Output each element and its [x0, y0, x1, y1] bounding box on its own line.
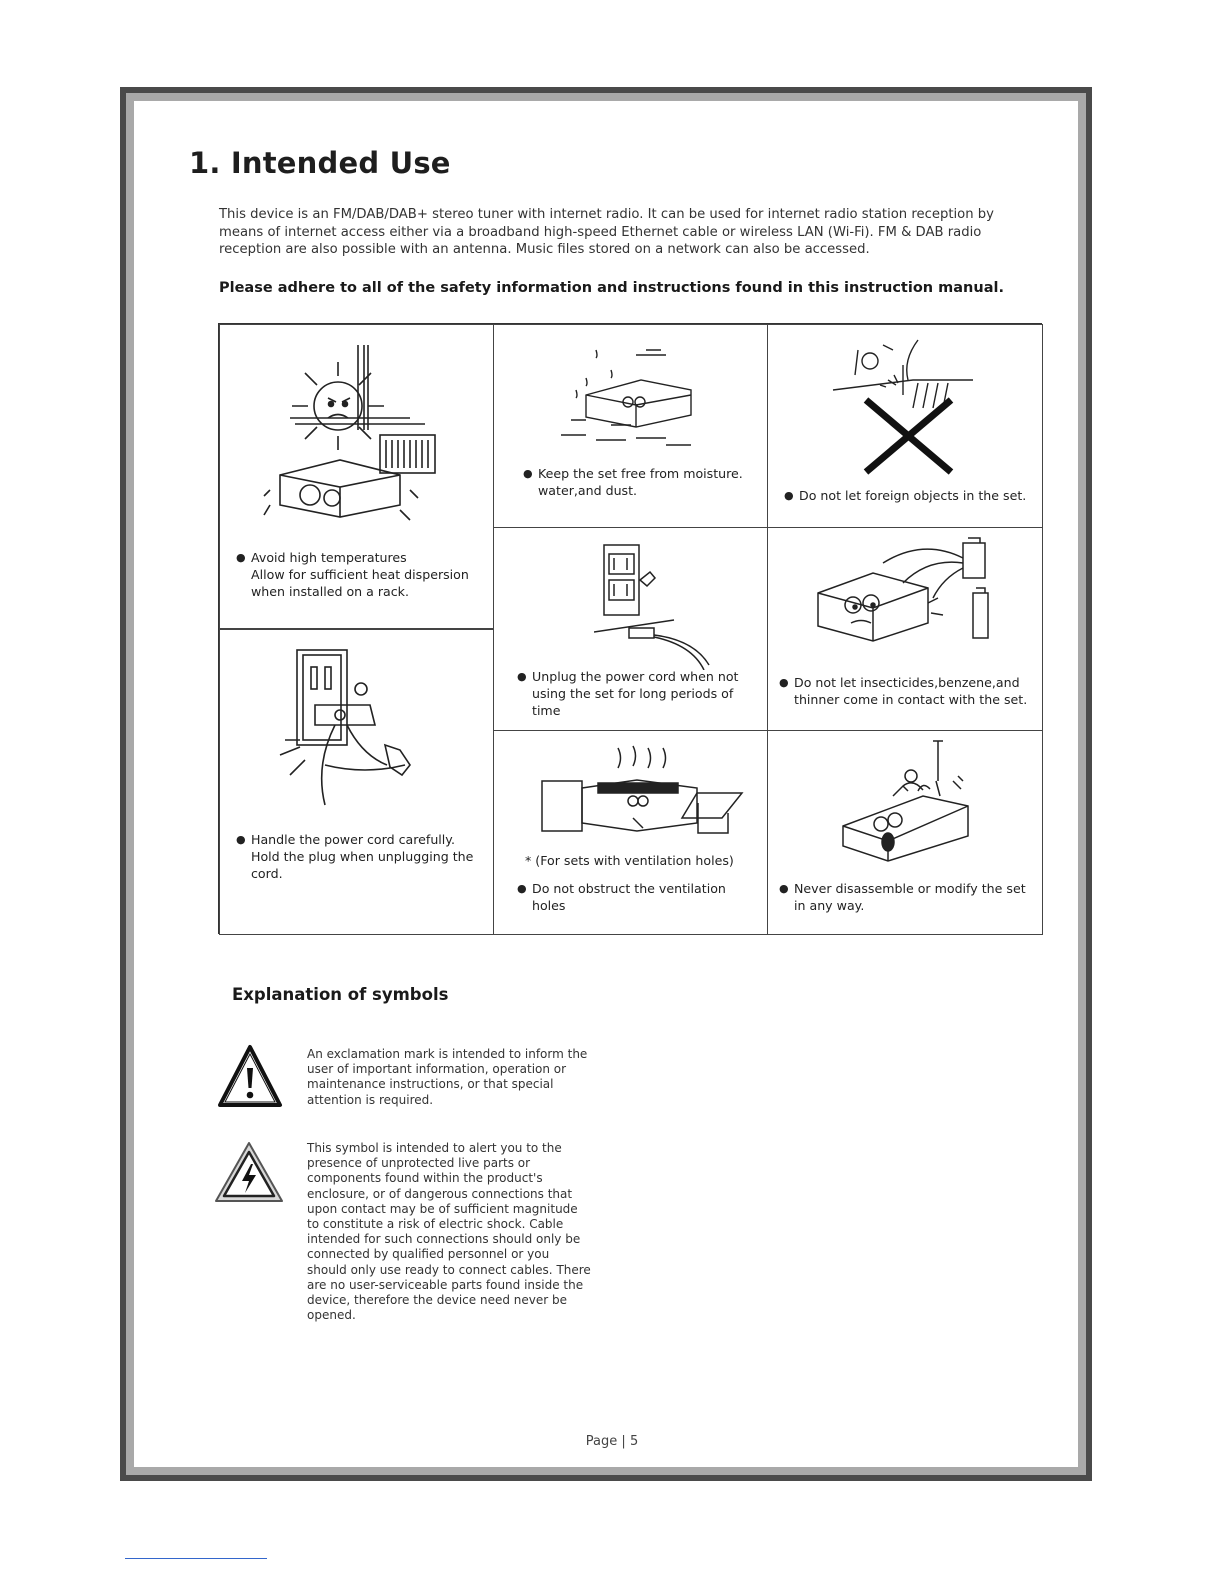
- caption-foreign-objects: [784, 487, 1027, 504]
- caption-line: Never disassemble or modify the set: [794, 881, 1026, 896]
- caption-insecticides: [779, 674, 1028, 708]
- caption-line: Do not obstruct the ventilation: [532, 881, 726, 896]
- caption-high-temperature: [236, 549, 469, 600]
- bullet-icon: ●: [517, 670, 527, 683]
- caption-line: thinner come in contact with the set.: [794, 692, 1028, 707]
- caption-line: Unplug the power cord when not: [532, 669, 739, 684]
- ventilation-icon: [538, 743, 748, 838]
- outlet-unplug-icon: [594, 540, 729, 670]
- no-foreign-objects-icon: [828, 335, 978, 475]
- bullet-icon: ●: [523, 467, 533, 480]
- adhere-notice: Please adhere to all of the safety information and instructions found in this instruction manual.: [219, 280, 1004, 296]
- caption-moisture: [523, 465, 743, 499]
- caption-line: Do not let insecticides,benzene,and: [794, 675, 1020, 690]
- caption-line: Hold the plug when unplugging the: [251, 849, 474, 864]
- bullet-icon: ●: [779, 882, 789, 895]
- warning-lightning-icon: [213, 1140, 285, 1204]
- caption-line: using the set for long periods of: [532, 686, 734, 701]
- moisture-dust-icon: [556, 340, 706, 455]
- disassemble-icon: [833, 736, 973, 866]
- caption-line: Allow for sufficient heat dispersion: [251, 567, 469, 582]
- cell-power-cord: [219, 629, 494, 935]
- caption-unplug: [517, 668, 739, 719]
- cell-moisture: [493, 324, 768, 528]
- page-separator: |: [621, 1434, 626, 1449]
- sun-heat-icon: [250, 340, 465, 525]
- caption-line: cord.: [251, 866, 283, 881]
- cell-foreign-objects: [767, 324, 1043, 528]
- cell-insecticides: [767, 527, 1043, 731]
- exclamation-explanation: An exclamation mark is intended to inform the user of important information, operation or maintenance instructions, or that special attention is required.: [307, 1047, 588, 1107]
- warning-exclamation-icon: [217, 1044, 283, 1108]
- page-number: 5: [629, 1434, 639, 1449]
- caption-line: Do not let foreign objects in the set.: [799, 488, 1027, 503]
- page-label: Page: [585, 1434, 618, 1449]
- section-title: 1. Intended Use: [189, 146, 451, 180]
- caption-line: time: [532, 703, 561, 718]
- bullet-icon: ●: [517, 882, 527, 895]
- cell-disassemble: [767, 730, 1043, 935]
- symbols-title: Explanation of symbols: [232, 985, 449, 1004]
- bullet-icon: ●: [236, 833, 246, 846]
- caption-ventilation: [517, 880, 726, 914]
- footnote-line: [125, 1558, 267, 1559]
- cell-ventilation: [493, 730, 768, 935]
- caption-line: holes: [532, 898, 566, 913]
- caption-line: Avoid high temperatures: [251, 550, 407, 565]
- caption-power-cord: [236, 831, 474, 882]
- caption-line: Keep the set free from moisture.: [538, 466, 743, 481]
- bullet-icon: ●: [779, 676, 789, 689]
- bullet-icon: ●: [784, 489, 794, 502]
- caption-disassemble: [779, 880, 1026, 914]
- bullet-icon: ●: [236, 551, 246, 564]
- caption-line: in any way.: [794, 898, 865, 913]
- ventilation-note: * (For sets with ventilation holes): [525, 853, 734, 868]
- intro-paragraph: This device is an FM/DAB/DAB+ stereo tuner with internet radio. It can be used for internet radio station reception by means of internet access either via a broadband high-speed Ethernet cable or wireless LAN (Wi-Fi). FM & DAB radio reception are also possible with an antenna. Music files stored on a network can also be accessed.: [219, 207, 994, 257]
- caption-line: water,and dust.: [538, 483, 638, 498]
- power-cord-icon: [275, 645, 435, 810]
- safety-grid: [218, 323, 1042, 934]
- spray-chemicals-icon: [813, 533, 1023, 648]
- caption-line: Handle the power cord carefully.: [251, 832, 455, 847]
- page-footer: [0, 1434, 1224, 1449]
- lightning-explanation: This symbol is intended to alert you to the presence of unprotected live parts or components found within the product's enclosure, or of dangerous connections that upon contact may be of sufficient magnitude to constitute a risk of electric shock. Cable intended for such connections should only be connected by qualified personnel or you should only use ready to connect cables. There are no user-serviceable parts found inside the device, therefore the device need never be opened.: [307, 1141, 591, 1323]
- cell-high-temperature: [219, 324, 494, 629]
- cell-unplug: [493, 527, 768, 731]
- caption-line: when installed on a rack.: [251, 584, 409, 599]
